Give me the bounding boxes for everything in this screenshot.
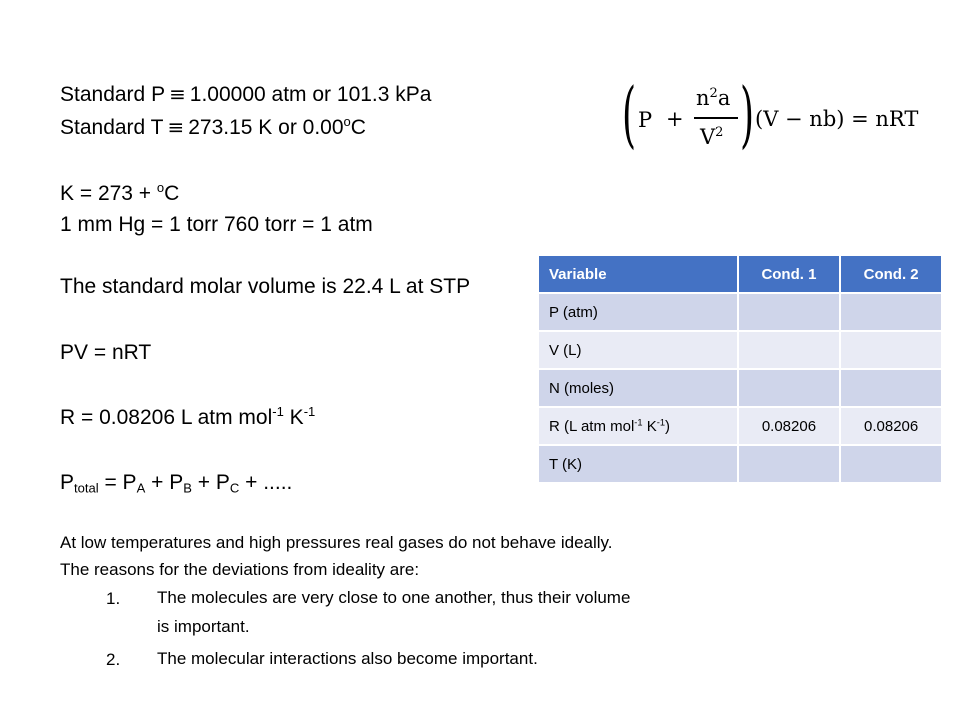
degree-sup: o — [156, 180, 165, 196]
degree-sup: o — [343, 114, 351, 130]
header-variable: Variable — [538, 255, 738, 293]
real-gas-statement: At low temperatures and high pressures real gases do not behave ideally. — [60, 533, 613, 552]
standard-pressure-line — [60, 84, 431, 105]
exponent: -1 — [656, 416, 666, 427]
ideal-gas-law-line: PV = nRT — [60, 341, 152, 364]
r-label: R (L atm mol — [549, 417, 635, 435]
molar-volume-line: The standard molar volume is 22.4 L at STP — [60, 275, 471, 298]
row-variable: V (L) — [538, 331, 738, 369]
dalton-law-line — [60, 471, 293, 496]
right-paren: ) — [740, 72, 755, 156]
cond-2-cell[interactable] — [840, 331, 942, 369]
std-p-value: 1.00000 atm or 101.3 kPa — [189, 83, 432, 106]
r-label-unit: K — [642, 417, 657, 435]
equiv-symbol: ≡ — [169, 82, 186, 106]
kelvin-conversion-line — [60, 180, 180, 205]
denominator-v: V — [700, 125, 716, 149]
vdw-plus: + — [666, 107, 684, 131]
table-row — [538, 331, 942, 369]
cond-1-cell[interactable] — [738, 331, 841, 369]
table-row — [538, 293, 942, 331]
cond-2-cell[interactable] — [840, 369, 942, 407]
exponent: -1 — [272, 404, 284, 420]
exponent: -1 — [303, 404, 316, 420]
list-number: 2. — [106, 650, 121, 669]
subscript: A — [136, 480, 146, 496]
celsius-unit: C — [164, 182, 180, 205]
celsius-unit: C — [350, 116, 366, 139]
std-p-label: Standard P — [60, 83, 166, 106]
gas-conditions-table — [537, 254, 943, 484]
subscript: total — [74, 480, 99, 496]
subscript: B — [183, 480, 192, 496]
numerator-sup: 2 — [709, 86, 718, 102]
table-header-row — [538, 255, 942, 293]
table-row — [538, 445, 942, 483]
list-number: 1. — [106, 589, 121, 608]
cond-2-cell[interactable] — [840, 445, 942, 483]
numerator-a: a — [717, 86, 731, 110]
gas-constant-line — [60, 404, 316, 429]
left-paren: ( — [622, 72, 637, 156]
fraction-bar — [694, 117, 738, 119]
std-t-value: 273.15 K or 0.00 — [188, 116, 344, 139]
exponent: -1 — [634, 416, 643, 427]
r-const-text: R = 0.08206 L atm mol — [60, 406, 273, 429]
cond-2-cell[interactable]: 0.08206 — [840, 407, 942, 445]
table-row — [538, 369, 942, 407]
standard-temperature-line — [60, 114, 366, 139]
cond-1-cell[interactable] — [738, 369, 841, 407]
vdw-numerator — [696, 86, 730, 110]
row-variable — [538, 407, 738, 445]
row-variable: P (atm) — [538, 293, 738, 331]
vdw-rhs: (V − nb) = nRT — [755, 107, 919, 131]
r-const-unit: K — [283, 406, 304, 429]
dalton-p: P — [60, 471, 75, 494]
list-item-2: The molecular interactions also become important. — [157, 649, 538, 668]
van-der-waals-equation — [622, 72, 942, 156]
table-row — [538, 407, 942, 445]
deviation-intro: The reasons for the deviations from ideality are: — [60, 560, 420, 579]
dalton-text: + P — [191, 471, 230, 494]
dalton-text: + P — [145, 471, 184, 494]
std-t-label: Standard T — [60, 116, 164, 139]
subscript: C — [229, 480, 240, 496]
numerator-n: n — [696, 86, 710, 110]
kelvin-text: K = 273 + — [60, 182, 152, 205]
row-variable: N (moles) — [538, 369, 738, 407]
r-label-close: ) — [665, 417, 671, 435]
row-variable: T (K) — [538, 445, 738, 483]
list-item-1-line-1: The molecules are very close to one another, thus their volume — [157, 588, 631, 607]
cond-1-cell[interactable] — [738, 445, 841, 483]
denominator-sup: 2 — [715, 125, 724, 141]
cond-1-cell[interactable] — [738, 293, 841, 331]
cond-2-cell[interactable] — [840, 293, 942, 331]
header-cond-1: Cond. 1 — [738, 255, 841, 293]
cond-1-cell[interactable]: 0.08206 — [738, 407, 841, 445]
pressure-units-line: 1 mm Hg = 1 torr 760 torr = 1 atm — [60, 213, 373, 236]
header-cond-2: Cond. 2 — [840, 255, 942, 293]
dalton-text: + ..... — [239, 471, 293, 494]
list-item-1-line-2: is important. — [157, 617, 250, 636]
vdw-p: P — [638, 108, 653, 132]
dalton-text: = P — [98, 471, 137, 494]
vdw-denominator — [700, 125, 723, 149]
equiv-symbol: ≡ — [167, 115, 185, 139]
